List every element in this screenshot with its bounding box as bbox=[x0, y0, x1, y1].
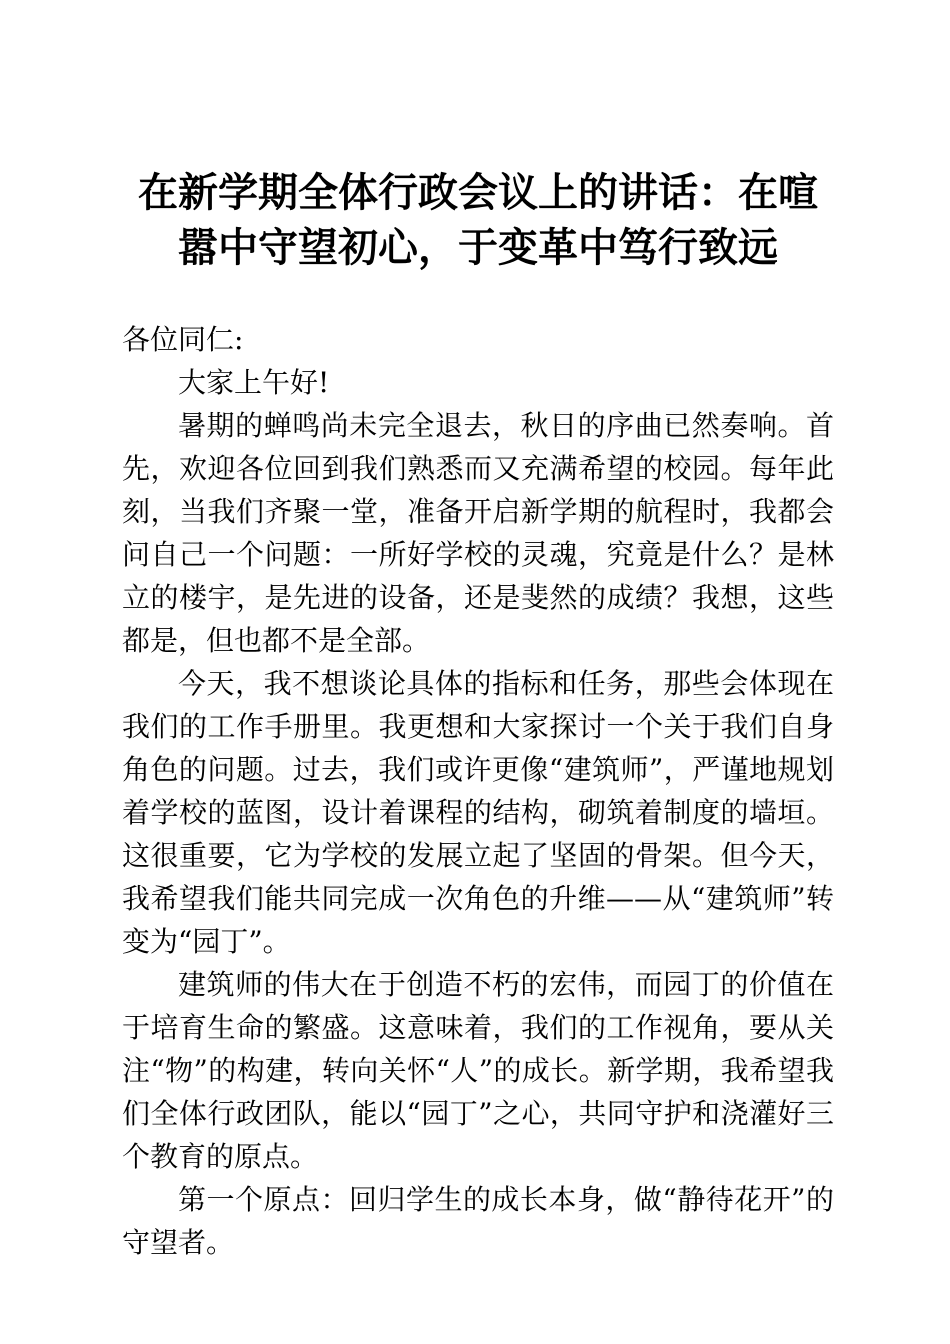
document-body bbox=[122, 318, 834, 1264]
salutation-line: 各位同仁: bbox=[122, 323, 244, 356]
body-paragraph-1: 暑期的蝉鸣尚未完全退去，秋日的序曲已然奏响。首先，欢迎各位回到我们熟悉而又充满希望的校园。每年此刻，当我们齐聚一堂，准备开启新学期的航程时，我都会问自己一个问题：一所好学校的灵魂，究竟是什么？是林立的楼宇，是先进的设备，还是斐然的成绩？我想，这些都是，但也都不是全部。 bbox=[122, 409, 834, 657]
greeting-line: 大家上午好! bbox=[178, 366, 330, 399]
body-paragraph-3: 建筑师的伟大在于创造不朽的宏伟，而园丁的价值在于培育生命的繁盛。这意味着，我们的工作视角，要从关注“物”的构建，转向关怀“人”的成长。新学期，我希望我们全体行政团队，能以“园丁”之心，共同守护和浇灌好三个教育的原点。 bbox=[122, 968, 834, 1173]
document-title: 在新学期全体行政会议上的讲话：在喧嚣中守望初心，于变革中笃行致远 bbox=[138, 170, 818, 271]
body-paragraph-2: 今天，我不想谈论具体的指标和任务，那些会体现在我们的工作手册里。我更想和大家探讨一个关于我们自身角色的问题。过去，我们或许更像“建筑师”，严谨地规划着学校的蓝图，设计着课程的结构，砌筑着制度的墙垣。这很重要，它为学校的发展立起了坚固的骨架。但今天，我希望我们能共同完成一次角色的升维——从“建筑师”转变为“园丁”。 bbox=[122, 667, 834, 958]
body-paragraph-4: 第一个原点：回归学生的成长本身，做“静待花开”的守望者。 bbox=[122, 1183, 834, 1259]
